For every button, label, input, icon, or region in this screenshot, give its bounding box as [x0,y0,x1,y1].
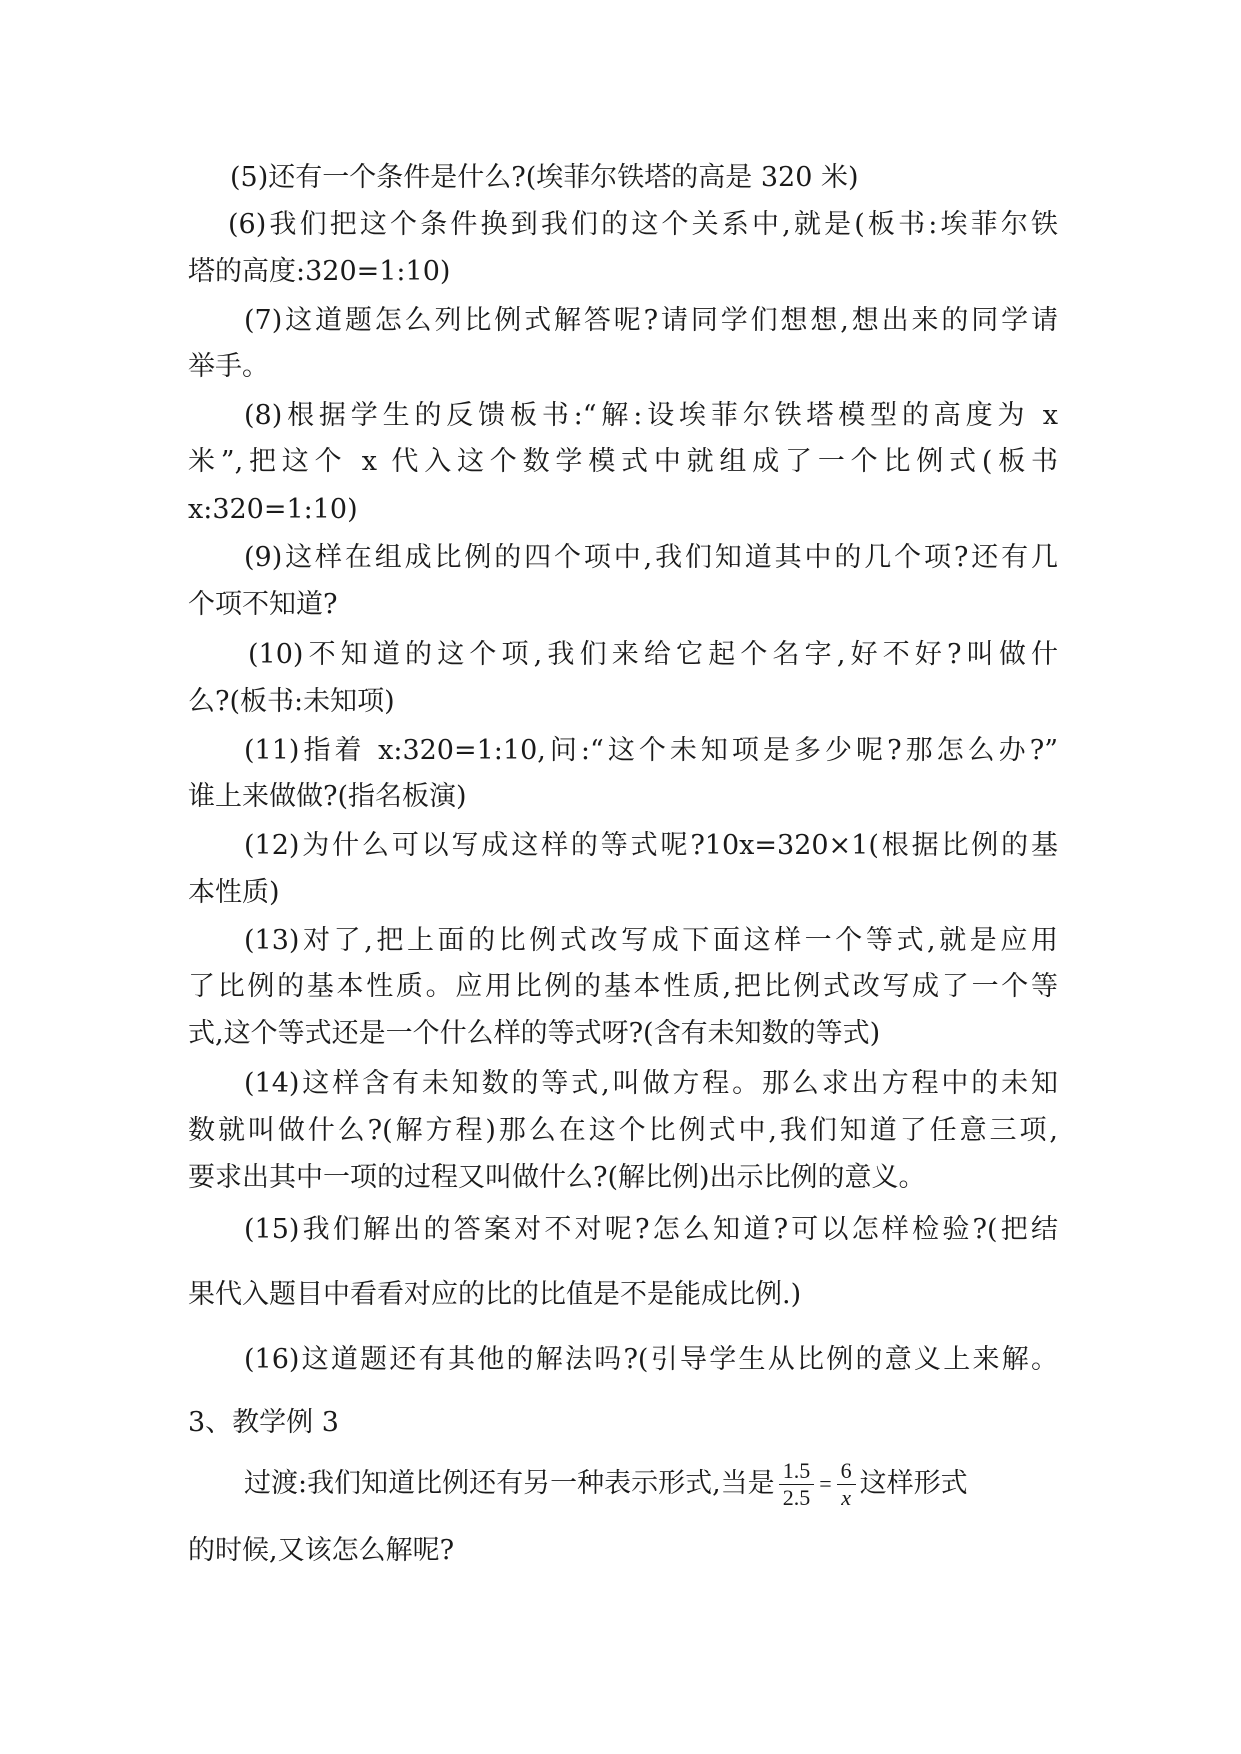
paragraph-line: 本性质) [188,877,280,908]
paragraph-line: 要求出其中一项的过程又叫做什么?(解比例)出示比例的意义。 [188,1162,926,1193]
paragraph-line: (8)根据学生的反馈板书:“解:设埃菲尔铁塔模型的高度为 x [244,400,1058,431]
paragraph-line: 果代入题目中看看对应的比的比值是不是能成比例.) [188,1279,802,1310]
paragraph-line: 谁上来做做?(指名板演) [188,781,467,812]
transition-line [244,1454,1058,1514]
paragraph-line: x:320=1:10) [188,494,358,525]
paragraph-line: (5)还有一个条件是什么?(埃菲尔铁塔的高是 320 米) [230,162,859,193]
paragraph-line: (7)这道题怎么列比例式解答呢?请同学们想想,想出来的同学请 [244,305,1058,336]
transition-text-after: 这样形式 [859,1468,968,1499]
paragraph-line: 举手。 [188,351,269,382]
paragraph-line: 数就叫做什么?(解方程)那么在这个比例式中,我们知道了任意三项, [188,1115,1058,1146]
fraction-2 [837,1458,856,1511]
paragraph-line: (15)我们解出的答案对不对呢?怎么知道?可以怎样检验?(把结 [244,1214,1058,1245]
fraction-1 [779,1458,815,1511]
paragraph-line: (9)这样在组成比例的四个项中,我们知道其中的几个项?还有几 [244,542,1058,573]
paragraph-line: 式,这个等式还是一个什么样的等式呀?(含有未知数的等式) [188,1018,881,1049]
paragraph-line: (13)对了,把上面的比例式改写成下面这样一个等式,就是应用 [244,925,1058,956]
paragraph-line: 了比例的基本性质。应用比例的基本性质,把比例式改写成了一个等 [188,971,1058,1002]
paragraph-line: (6)我们把这个条件换到我们的这个关系中,就是(板书:埃菲尔铁 [228,209,1058,240]
paragraph-line: (10)不知道的这个项,我们来给它起个名字,好不好?叫做什 [248,639,1058,670]
fraction-1-numerator: 1.5 [779,1458,815,1485]
equals-sign: = [819,1471,832,1496]
fraction-1-denominator: 2.5 [782,1484,811,1510]
paragraph-line: (12)为什么可以写成这样的等式呢?10x=320×1(根据比例的基 [244,830,1058,861]
transition-text: 过渡:我们知道比例还有另一种表示形式,当是 [244,1468,775,1499]
paragraph-line: 么?(板书:未知项) [188,686,395,717]
section-heading: 3、教学例 3 [188,1407,339,1438]
fraction-2-denominator: x [841,1484,851,1510]
fraction-2-numerator: 6 [837,1458,856,1485]
paragraph-line: (11)指着 x:320=1:10,问:“这个未知项是多少呢?那怎么办?” [244,735,1058,766]
paragraph-line: 塔的高度:320=1:10) [188,256,451,287]
paragraph-line: (16)这道题还有其他的解法吗?(引导学生从比例的意义上来解。 [244,1344,1058,1375]
paragraph-line: 米”,把这个 x 代入这个数学模式中就组成了一个比例式(板书 [188,446,1058,477]
paragraph-line: 个项不知道? [188,589,338,620]
paragraph-line: 的时候,又该怎么解呢? [188,1535,455,1566]
paragraph-line: (14)这样含有未知数的等式,叫做方程。那么求出方程中的未知 [244,1068,1058,1099]
